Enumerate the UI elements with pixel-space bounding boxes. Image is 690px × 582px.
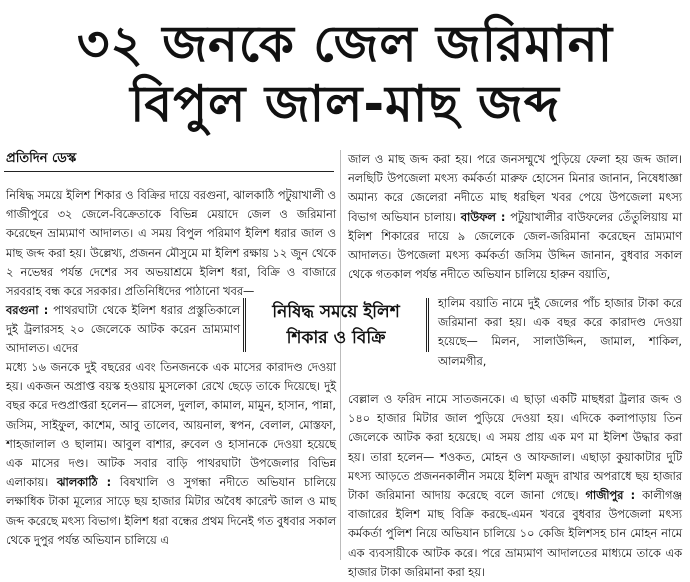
pull-quote bbox=[243, 298, 429, 352]
article-column-2-top bbox=[348, 150, 682, 284]
article-text: জাল ও মাছ জব্দ করা হয়। পরে জনসম্মুখে পুড়িয়ে ফেলা হয় জব্দ জাল। নলছিটি উপজেলা মৎস্য কর্মকর্তা মারুফ হোসেন মিনার জানান, নিষেধাজ্ঞা অমান্য করে জেলেরা নদীতে মাছ ধরছিল খবর পেয়ে উপজেলা মৎস্য বিভাগ অভিযান চালায়। bbox=[348, 153, 682, 224]
place-label-gazipur: গাজীপুর : bbox=[585, 489, 636, 503]
article-text: মধ্যে ১৬ জনকে দুই বছরের এবং তিনজনকে এক মাসের কারাদণ্ড দেওয়া হয়। একজন অপ্রাপ্ত বয়স্ক হওয়ায় মুসলেকা রেখে ছেড়ে তাকে দিয়েছে। দুই বছর করে দণ্ডপ্রাপ্তরা হলেন— রাসেল, দুলাল, কামাল, মামুন, হাসান, পান্না, জসিম, সাইফুল, কাশেম, আবু তালেব, আয়নাল, স্বপন, বেলাল, মোস্তফা, শাহজালাল ও ছালাম। আবুল বাশার, রুবেল ও হাসানকে দেওয়া হয়েছে এক মাসের দণ্ড। আটক সবার বাড়ি পাথরঘাটা উপজেলার বিভিন্ন এলাকায়। bbox=[6, 361, 336, 490]
article-text: নিষিদ্ধ সময়ে ইলিশ শিকার ও বিক্রির দায়ে বরগুনা, ঝালকাঠি পটুয়াখালী ও গাজীপুরে ৩২ জেলে-বিক্রেতাকে বিভিন্ন মেয়াদে জেল ও জরিমানা করেছেন ভ্রাম্যমাণ আদালত। এ সময় বিপুল পরিমাণ ইলিশ ধরার জাল ও মাছ জব্দ করা হয়। উল্লেখ্য, প্রজনন মৌসুমে মা ইলিশ রক্ষায় ১২ জুন থেকে ২ নভেম্বর পর্যন্ত দেশের সব অভয়াশ্রমে ইলিশ ধরা, বিক্রি ও বাজারে সরবরাহ বন্ধ করে সরকার। প্রতিনিধিদের পাঠানো খবর— bbox=[6, 189, 336, 299]
pull-quote-line-2: শিকার ও বিক্রি bbox=[286, 328, 386, 348]
article-text: হালিম বয়াতি নামে দুই জেলের পাঁচ হাজার টাকা করে জরিমানা করা হয়। এক বছর করে কারাদণ্ড দেওয়া হয়েছে— মিলন, সালাউদ্দিন, জামাল, শাকিল, আলমগীর, bbox=[438, 297, 682, 368]
article-text: কালীগঞ্জ বাজারের ইলিশ মাছ বিক্রি করছে-এমন খবরে বুধবার উপজেলা মৎস্য কর্মকর্তা পুলিশ নিয়ে অভিযান চালিয়ে ১০ কেজি ইলিশসহ চান মোহন নামে এক ব্যবসায়ীকে আটক করে। পরে ভ্রাম্যমাণ আদালতের মাধ্যমে তাকে এক হাজার টাকা জরিমানা করা হয়। bbox=[348, 489, 683, 579]
article-text: পাথরঘাটা থেকে ইলিশ ধরার প্রস্তুতিকালে দুই ট্রলারসহ ২০ জেলেকে আটক করেন ভ্রাম্যমাণ আদালত। এদের bbox=[6, 304, 240, 356]
place-label-jhalokathi: ঝালকাঠি : bbox=[56, 476, 112, 490]
dateline: প্রতিদিন ডেস্ক bbox=[6, 151, 77, 166]
place-label-bauphal: বাউফল : bbox=[460, 210, 506, 224]
place-label-barguna: বরগুনা : bbox=[6, 304, 49, 317]
article-text: বেল্লাল ও ফরিদ নামে সাতজনকে। এ ছাড়া একটি মাছধরা ট্রলার জব্দ ও ১৪০ হাজার মিটার জাল পুড়িয়ে দেওয়া হয়। এদিকে কলাপাড়ায় তিন জেলেকে আটক করা হয়েছে। এ সময় প্রায় এক মণ মা ইলিশ উদ্ধার করা হয়। তারা হলেন— শওকত, মোহন ও আফজাল। এছাড়া কুয়াকাটার দুটি মৎস্য আড়তে প্রজননকালীন সময়ে ইলিশ মজুদ রাখার অপরাধে ছয় হাজার টাকা জরিমানা আদায় করেছে বলে জানা গেছে। bbox=[348, 393, 682, 503]
article-column-1-middle bbox=[6, 301, 240, 359]
article-column-1-top bbox=[6, 186, 336, 301]
article-column-2-bottom bbox=[348, 390, 682, 582]
headline-line-2: বিপুল জাল-মাছ জব্দ bbox=[130, 75, 560, 133]
article-column-2-middle bbox=[438, 294, 682, 371]
article-text: বিষখালি ও সুগন্ধা নদীতে অভিযান চালিয়ে লক্ষাধিক টাকা মূল্যের সাড়ে ছয় হাজার মিটার অবৈধ কারেন্ট জাল ও মাছ জব্দ করেছে মৎস্য বিভাগ। ইলিশ ধরা বন্ধের প্রথম দিনেই গত বুধবার সকাল থেকে দুপুর পর্যন্ত অভিযান চালিয়ে এ bbox=[6, 476, 337, 547]
article-column-1-bottom bbox=[6, 358, 336, 550]
headline-line-1: ৩২ জনকে জেল জরিমানা bbox=[76, 15, 614, 73]
article-text: পটুয়াখালীর বাউফলের তেঁতুলিয়ায় মা ইলিশ শিকারের দায়ে ৯ জেলেকে জেল-জরিমানা করেছেন ভ্রাম্যমাণ আদালত। উপজেলা মৎস্য কর্মকর্তা জসিম উদ্দিন জানান, বুধবার সকাল থেকে গতকাল পর্যন্ত নদীতে অভিযান চালিয়ে হারুন বয়াতি, bbox=[348, 210, 682, 282]
pull-quote-line-1: নিষিদ্ধ সময়ে ইলিশ bbox=[272, 302, 400, 322]
dateline-rule bbox=[4, 171, 334, 172]
column-divider bbox=[340, 150, 341, 560]
